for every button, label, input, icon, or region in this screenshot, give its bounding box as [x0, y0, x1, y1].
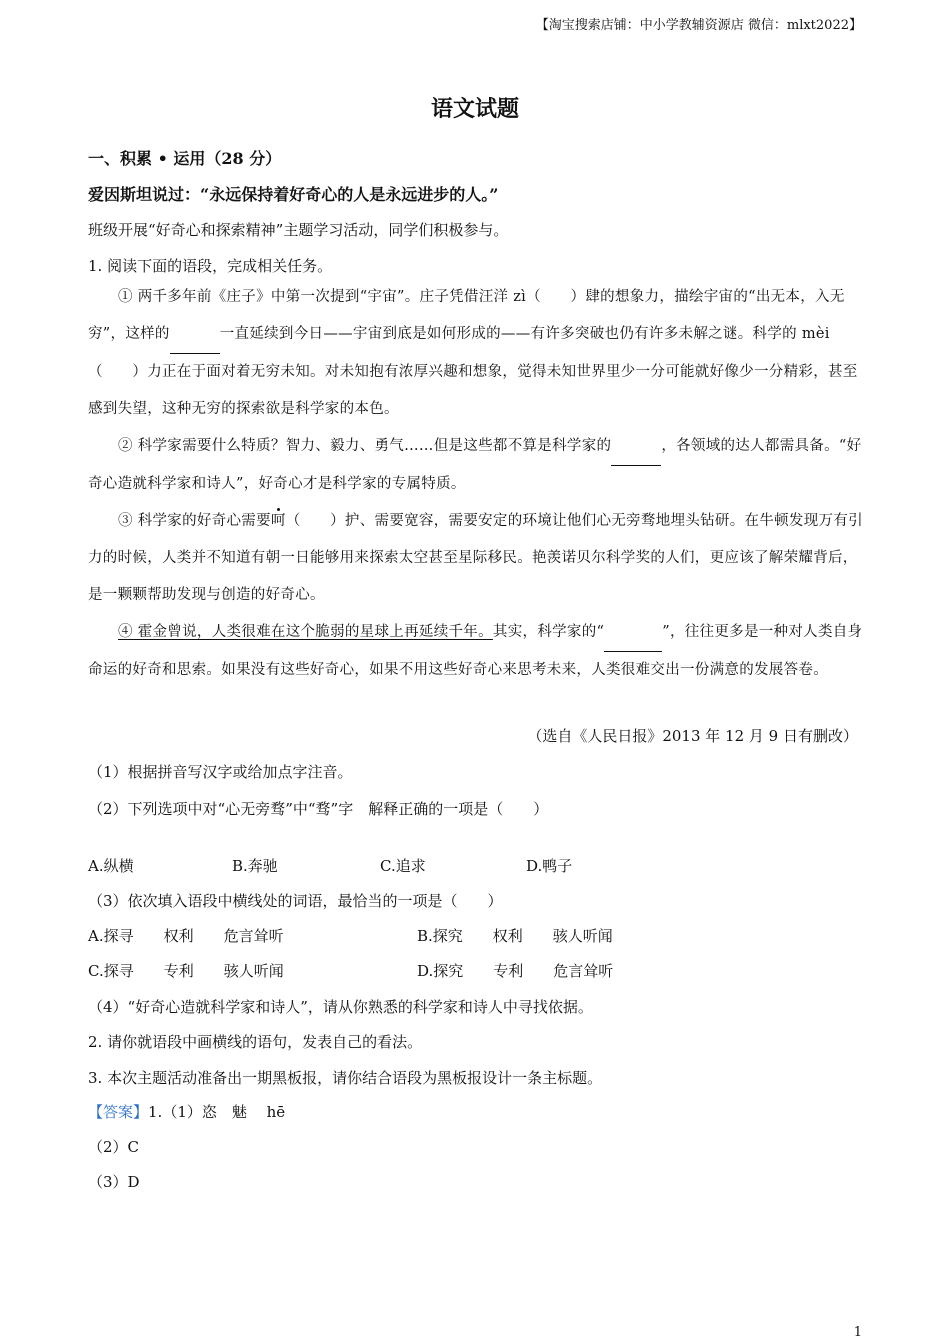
answer-label: 【答案】 [88, 1103, 149, 1121]
answer-line-3: （3）D [88, 1173, 140, 1191]
task-3-option-a: A.探寻 权利 危言耸听 [88, 927, 284, 945]
task-2: （2）下列选项中对“心无旁骛”中“骛”字 解释正确的一项是（ ） [88, 800, 549, 818]
question-2: 2. 请你就语段中画横线的语句，发表自己的看法。 [88, 1033, 423, 1051]
answer-line-2: （2）C [88, 1138, 140, 1156]
question-1-prompt: 1. 阅读下面的语段，完成相关任务。 [88, 257, 333, 275]
task-4: （4）“好奇心造就科学家和诗人”，请从你熟悉的科学家和诗人中寻找依据。 [88, 998, 593, 1016]
dotted-character: 呵 [270, 513, 286, 529]
task-2-option-d: D.鸭子 [526, 857, 573, 875]
page-number: 1 [853, 1325, 862, 1340]
activity-intro: 班级开展“好奇心和探索精神”主题学习活动，同学们积极参与。 [88, 221, 509, 239]
task-3-option-c: C.探寻 专利 骇人听闻 [88, 962, 284, 980]
task-2-option-b: B.奔驰 [232, 857, 278, 875]
page-title: 语文试题 [430, 96, 519, 122]
passage-paragraph-1: ① 两千多年前《庄子》中第一次提到“宇宙”。庄子凭借汪洋 zì（ ）肆的想象力，描绘宇宙的“出无本，入无穷”，这样的 一直延续到今日——宇宙到底是如何形成的——有许多突破也仍有许多未解之谜。科学的 mèi（ ）力正在于面对着无穷未知。对未知抱有浓厚兴趣和想象，觉得未知世界里少一分可能就好像少一分精彩，甚至感到失望，这种无穷的探索欲是科学家的本色。 [88, 289, 858, 417]
underlined-sentence: ④ 霍金曾说，人类很难在这个脆弱的星球上再延续千年。 [118, 624, 493, 640]
passage-source: （选自《人民日报》2013 年 12 月 9 日有删改） [527, 727, 858, 745]
task-1: （1）根据拼音写汉字或给加点字注音。 [88, 763, 353, 781]
fill-blank-3 [604, 614, 662, 652]
passage-paragraph-4: ④ 霍金曾说，人类很难在这个脆弱的星球上再延续千年。其实，科学家的“ ”，往往更多是一种对人类自身命运的好奇和思索。如果没有这些好奇心，如果不用这些好奇心来思考未来，人类很难交出一份满意的发展答卷。 [88, 614, 863, 689]
answer-line-1: 【答案】1.（1）恣 魅 hē [88, 1103, 286, 1121]
fill-blank-2 [611, 428, 661, 466]
einstein-quote: 爱因斯坦说过：“永远保持着好奇心的人是永远进步的人。” [88, 185, 499, 204]
page-header: 【淘宝搜索店铺：中小学教辅资源店 微信：mlxt2022】 [535, 18, 862, 33]
task-3-option-d: D.探究 专利 危言耸听 [417, 962, 614, 980]
question-3: 3. 本次主题活动准备出一期黑板报，请你结合语段为黑板报设计一条主标题。 [88, 1069, 603, 1087]
task-3-option-b: B.探究 权利 骇人听闻 [417, 927, 613, 945]
task-3: （3）依次填入语段中横线处的词语，最恰当的一项是（ ） [88, 892, 503, 910]
task-2-option-c: C.追求 [380, 857, 426, 875]
reading-passage [88, 279, 863, 689]
passage-paragraph-3: ③ 科学家的好奇心需要呵（ ）护、需要宽容，需要安定的环境让他们心无旁骛地埋头钻研。在牛顿发现万有引力的时候，人类并不知道有朝一日能够用来探索太空甚至星际移民。艳羡诺贝尔科学奖的人们，更应该了解荣耀背后，是一颗颗帮助发现与创造的好奇心。 [88, 513, 863, 603]
section-heading: 一、积累 • 运用（28 分） [88, 149, 282, 168]
task-2-option-a: A.纵横 [88, 857, 134, 875]
passage-paragraph-2: ② 科学家需要什么特质？智力、毅力、勇气……但是这些都不算是科学家的 ，各领域的达人都需具备。“好奇心造就科学家和诗人”，好奇心才是科学家的专属特质。 [88, 428, 863, 503]
fill-blank-1 [170, 316, 220, 354]
